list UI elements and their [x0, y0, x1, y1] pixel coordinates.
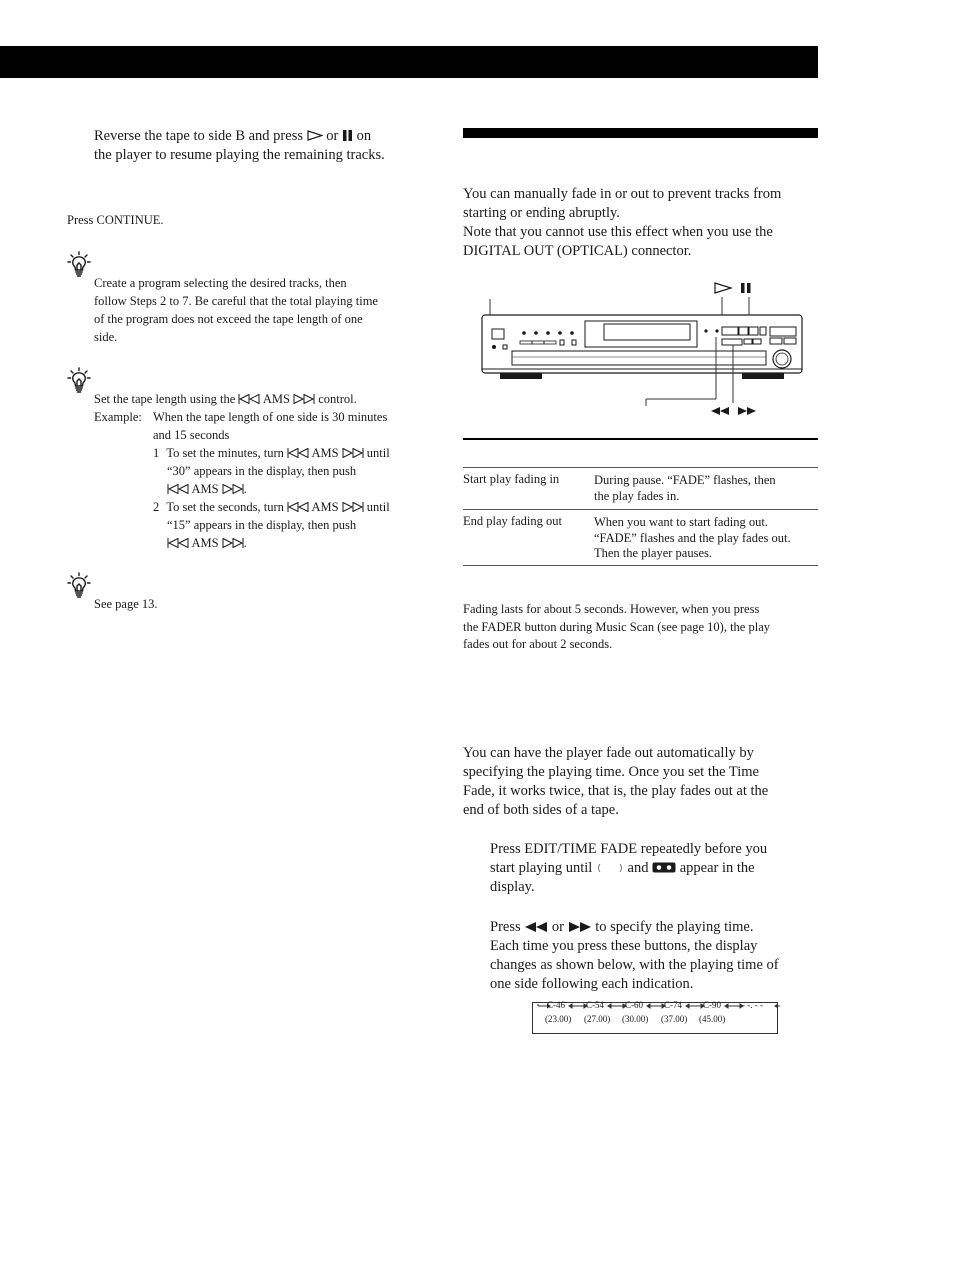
- table-cell-desc: When you want to start fading out.: [594, 515, 768, 529]
- substep-text: “15” appears in the display, then push: [167, 518, 357, 532]
- note-line: Fading lasts for about 5 seconds. However, when you press: [463, 602, 760, 616]
- tape-label: C-60: [625, 1000, 643, 1010]
- step-line: appear in the: [679, 860, 755, 876]
- example-label: Example:: [94, 410, 142, 424]
- step-line: changes as shown below, with the playing time of: [490, 957, 779, 973]
- ams-next-icon: [222, 484, 244, 494]
- table-cell-desc: “FADE” flashes and the play fades out.: [594, 530, 791, 545]
- header-bar: [0, 46, 818, 78]
- step-line: Press: [490, 919, 521, 935]
- table-divider: [463, 509, 818, 510]
- ams-label: AMS: [191, 536, 219, 550]
- step-line: and: [627, 860, 649, 876]
- step-line: or: [551, 919, 564, 935]
- step-line: display.: [490, 879, 535, 895]
- table-top-rule: [463, 438, 818, 440]
- table-cell-label: End play fading out: [463, 514, 562, 528]
- tape-time: (45.00): [699, 1014, 726, 1024]
- play-icon: [307, 130, 323, 141]
- intro-line: You can manually fade in or out to prevent tracks from: [463, 186, 782, 202]
- tip-bulb-icon: [67, 572, 91, 598]
- tip-1-line: follow Steps 2 to 7. Be careful that the total playing time: [94, 294, 378, 308]
- table-cell-desc: During pause. “FADE” flashes, then: [594, 473, 776, 487]
- ams-label: AMS: [191, 482, 219, 496]
- display-indicator-icon: [596, 863, 624, 873]
- ams-next-icon: [222, 538, 244, 548]
- step-line: to specify the playing time.: [595, 919, 754, 935]
- tape-time: (37.00): [661, 1014, 688, 1024]
- note-line: fades out for about 2 seconds.: [463, 637, 613, 651]
- example-text: and 15 seconds: [153, 428, 230, 442]
- ams-next-icon: [342, 502, 364, 512]
- tip-2-text: control.: [318, 392, 357, 406]
- period: .: [243, 482, 247, 496]
- period: .: [243, 536, 247, 550]
- ams-label: AMS: [311, 500, 339, 514]
- tip-2-text: Set the tape length using the: [94, 392, 236, 406]
- tip-1-line: Create a program selecting the desired tracks, then: [94, 276, 347, 290]
- substep-text: To set the seconds, turn: [166, 500, 284, 514]
- player-front-panel-diagram: [470, 275, 810, 425]
- step-resume-text-2: the player to resume playing the remaining tracks.: [94, 147, 385, 163]
- table-cell-desc: Then the player pauses.: [594, 546, 713, 560]
- ams-label: AMS: [311, 446, 339, 460]
- section-rule: [463, 128, 818, 138]
- fast-forward-icon: [568, 922, 592, 932]
- substep-number: 2: [153, 500, 160, 514]
- intro-line: Fade, it works twice, that is, the play fades out at the: [463, 783, 769, 799]
- intro-line: starting or ending abruptly.: [463, 205, 620, 221]
- tip-bulb-icon: [67, 251, 91, 277]
- tape-label: C-90: [703, 1000, 721, 1010]
- fade-note: [463, 601, 823, 654]
- ams-prev-icon: [167, 484, 189, 494]
- substep-text: until: [366, 446, 390, 460]
- step-line: one side following each indication.: [490, 976, 694, 992]
- ams-prev-icon: [167, 538, 189, 548]
- tip-1-line: side.: [94, 330, 118, 344]
- ams-next-icon: [293, 394, 315, 404]
- tape-label: C-54: [586, 1000, 604, 1010]
- table-divider: [463, 565, 818, 566]
- tip-1-line: of the program does not exceed the tape length of one: [94, 312, 363, 326]
- tip-2: [94, 390, 429, 552]
- table-row: [463, 471, 818, 507]
- step-line: Press EDIT/TIME FADE repeatedly before you: [490, 841, 768, 857]
- intro-line: specifying the playing time. Once you set the Time: [463, 764, 759, 780]
- ams-prev-icon: [287, 502, 309, 512]
- step-resume: [94, 127, 434, 165]
- tape-label: - -. - -: [742, 1000, 763, 1010]
- ams-next-icon: [342, 448, 364, 458]
- ams-label: AMS: [262, 392, 290, 406]
- example-text: When the tape length of one side is 30 minutes: [153, 410, 388, 424]
- table-cell-desc: the play fades in.: [594, 489, 680, 503]
- ams-prev-icon: [238, 394, 260, 404]
- rewind-icon: [524, 922, 548, 932]
- table-divider: [463, 467, 818, 468]
- tape-label: C-74: [664, 1000, 682, 1010]
- table-cell-label: Start play fading in: [463, 472, 560, 486]
- step-on: on: [356, 128, 372, 144]
- pause-icon: [342, 130, 353, 141]
- pause-icon: [741, 283, 745, 293]
- press-continue: Press CONTINUE.: [67, 213, 164, 227]
- tape-icon: [652, 862, 676, 873]
- tip-bulb-icon: [67, 367, 91, 393]
- intro-line: end of both sides of a tape.: [463, 802, 619, 818]
- substep-text: To set the minutes, turn: [166, 446, 284, 460]
- tip-1: [94, 274, 424, 346]
- time-fade-intro: [463, 744, 823, 820]
- note-line: the FADER button during Music Scan (see page 10), the play: [463, 619, 771, 634]
- tape-time: (23.00): [545, 1014, 572, 1024]
- tape-time: (27.00): [584, 1014, 611, 1024]
- step-or: or: [326, 128, 339, 144]
- ams-prev-icon: [287, 448, 309, 458]
- step-line: Each time you press these buttons, the display: [490, 938, 758, 954]
- tip-3: See page 13.: [94, 597, 158, 611]
- intro-line: DIGITAL OUT (OPTICAL) connector.: [463, 243, 692, 259]
- tape-time: (30.00): [622, 1014, 649, 1024]
- step-resume-text: Reverse the tape to side B and press: [94, 128, 303, 144]
- time-fade-step-1: [490, 840, 820, 897]
- play-icon: [715, 283, 731, 293]
- time-fade-step-2: [490, 918, 820, 994]
- substep-text: until: [366, 500, 390, 514]
- intro-line: Note that you cannot use this effect when you use the: [463, 224, 773, 240]
- tape-label: C-46: [547, 1000, 565, 1010]
- fade-intro: [463, 185, 823, 261]
- substep-number: 1: [153, 446, 160, 460]
- substep-text: “30” appears in the display, then push: [167, 464, 357, 478]
- step-line: start playing until: [490, 860, 593, 876]
- intro-line: You can have the player fade out automatically by: [463, 745, 754, 761]
- table-row: [463, 514, 818, 564]
